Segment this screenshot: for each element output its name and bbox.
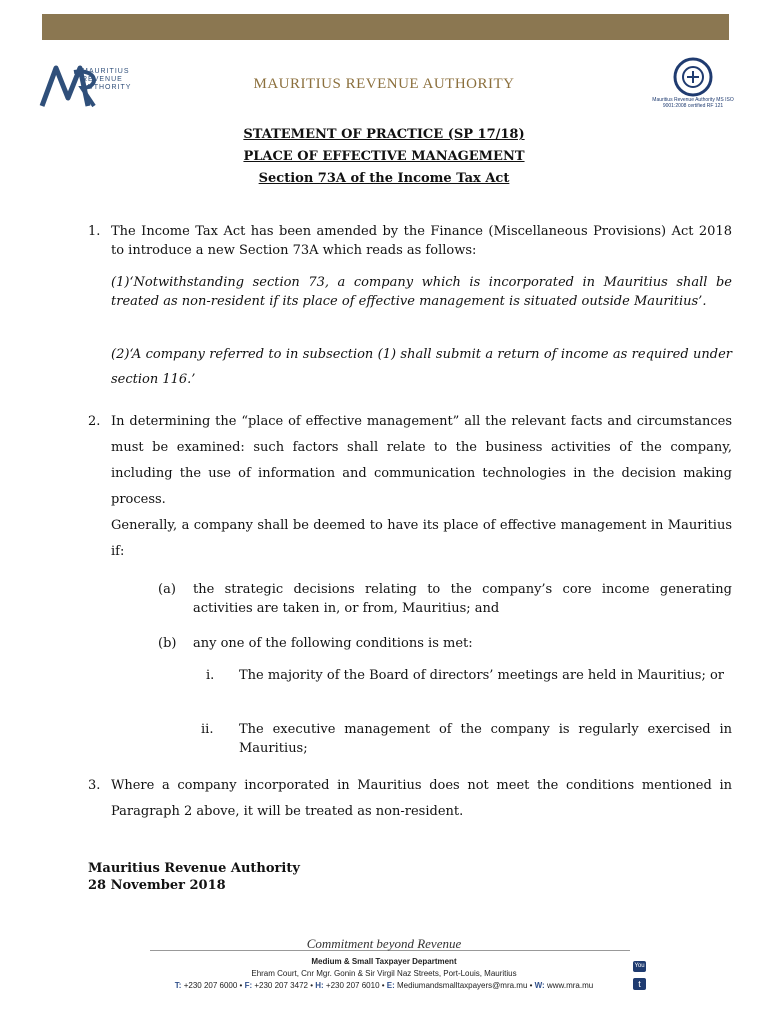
organization-title: MAURITIUS REVENUE AUTHORITY — [253, 76, 515, 92]
signature-block — [88, 860, 300, 894]
signature-org: Mauritius Revenue Authority — [88, 861, 300, 876]
quote-subsection-2: (2)‘A company referred to in subsection (1) shall submit a return of income as required under section 116.’ — [111, 347, 732, 387]
paragraph-3: 3. Where a company incorporated in Mauritius does not meet the conditions mentioned in Paragraph 2 above, it will be treated as non-resident. — [88, 778, 732, 819]
fax-number: +230 207 3472 — [254, 981, 308, 990]
phone-number: +230 207 6000 — [183, 981, 238, 990]
youtube-icon[interactable]: You — [633, 961, 646, 972]
list-item-i: i. The majority of the Board of directors’ meetings are held in Mauritius; or — [206, 668, 725, 683]
title-line-1: STATEMENT OF PRACTICE (SP 17/18) — [243, 127, 525, 142]
footer-department: Medium & Small Taxpayer Department — [311, 957, 457, 966]
list-item-a: (a) the strategic decisions relating to the company’s core income generating activities are taken in, or from, Mauritius; and — [158, 582, 732, 616]
footer-contact-line: T: +230 207 6000 • F: +230 207 3472 • H: +230 207 6010 • E: Mediumandsmalltaxpayers@mra.mu • W: www.mra.mu — [174, 981, 594, 990]
title-line-3: Section 73A of the Income Tax Act — [258, 171, 510, 186]
hotline-number: +230 207 6010 — [325, 981, 380, 990]
signature-date: 28 November 2018 — [88, 878, 226, 893]
paragraph-1: 1. The Income Tax Act has been amended by the Finance (Miscellaneous Provisions) Act 2018 to introduce a new Section 73A which reads as follows: — [88, 224, 732, 258]
top-banner-bar — [42, 14, 729, 40]
logo-wordmark: MAURITIUS REVENUE AUTHORITY — [82, 68, 132, 91]
quote-subsection-1: (1)‘Notwithstanding section 73, a company which is incorporated in Mauritius shall be treated as non-resident if its place of effective management is situated outside Mauritius’. — [111, 275, 732, 309]
document-title-block — [0, 127, 768, 193]
website-link[interactable]: www.mra.mu — [546, 981, 594, 990]
twitter-icon[interactable]: t — [633, 978, 646, 990]
list-item-b: (b) any one of the following conditions is met: — [158, 636, 473, 651]
title-line-2: PLACE OF EFFECTIVE MANAGEMENT — [243, 149, 525, 164]
footer-motto: Commitment beyond Revenue — [306, 936, 462, 951]
footer-address: Ehram Court, Cnr Mgr. Gonin & Sir Virgil Naz Streets, Port-Louis, Mauritius — [251, 969, 517, 978]
paragraph-2: 2. In determining the “place of effective management” all the relevant facts and circumstances must be examined: such factors shall relate to the business activities of the company, including the use of information and communication technologies in the decision making process. Generally, a company shall be deemed to have its place of effective management in Mauritius if: — [88, 414, 732, 559]
list-item-ii: ii. The executive management of the company is regularly exercised in Mauritius; — [201, 722, 732, 756]
email-link[interactable]: Mediumandsmalltaxpayers@mra.mu — [397, 981, 528, 990]
seal-caption: Mauritius Revenue Authority MS ISO 9001:2008 certified RF 121 — [652, 97, 734, 109]
